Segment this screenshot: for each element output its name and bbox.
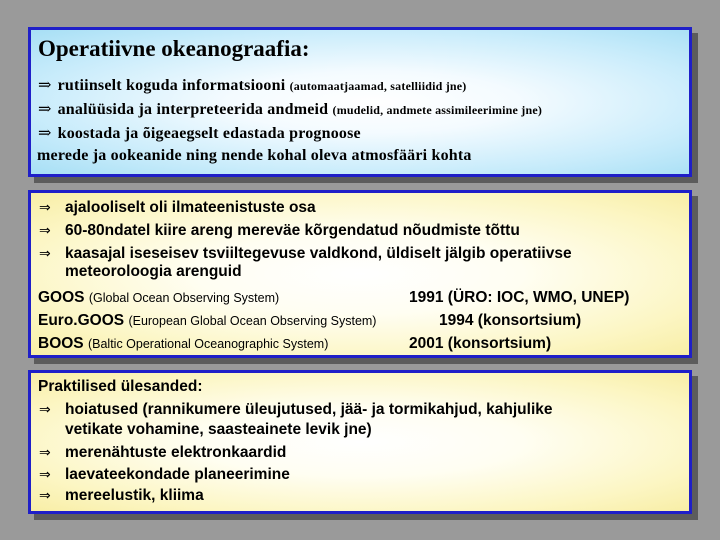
list-item	[39, 401, 553, 419]
summary-line: merede ja ookeanide ning nende kohal oleva atmosfääri kohta	[37, 147, 472, 164]
list-item	[39, 245, 572, 263]
item-text: koostada ja õigeaegselt edastada prognoose	[57, 125, 361, 142]
item-text: mereelustik, kliima	[65, 487, 204, 504]
item-note: (automaatjaamad, satelliidid jne)	[289, 79, 467, 93]
item-text: 60-80ndatel kiire areng mereväe kõrgendatud nõudmiste tõttu	[65, 222, 520, 239]
item-continuation: vetikate vohamine, saasteainete levik jne)	[65, 421, 372, 438]
implies-arrow-icon: ⇒	[39, 467, 51, 483]
system-row-eurogoos	[38, 312, 376, 330]
list-item	[39, 487, 204, 505]
system-detail: 1994 (konsortsium)	[439, 312, 582, 329]
item-text: analüüsida ja interpreteerida andmeid	[57, 101, 329, 118]
item-text: laevateekondade planeerimine	[65, 466, 290, 483]
item-note: (mudelid, andmete assimileerimine jne)	[332, 103, 543, 117]
list-item	[38, 123, 361, 143]
system-detail: 1991 (ÜRO: IOC, WMO, UNEP)	[409, 289, 630, 306]
system-name: GOOS	[38, 289, 85, 306]
implies-arrow-icon: ⇒	[39, 488, 51, 504]
item-continuation: meteoroloogia arenguid	[65, 263, 242, 280]
list-item	[38, 99, 542, 119]
system-name: Euro.GOOS	[38, 312, 125, 329]
implies-arrow-icon: ⇒	[38, 125, 52, 142]
list-item	[39, 222, 520, 240]
list-item	[39, 466, 290, 484]
item-text: hoiatused (rannikumere üleujutused, jää- ja tormikahjud, kahjulike	[65, 401, 553, 418]
system-full-name: (European Global Ocean Observing System)	[128, 314, 377, 328]
item-text: ajalooliselt oli ilmateenistuste osa	[65, 199, 316, 216]
implies-arrow-icon: ⇒	[39, 445, 51, 461]
list-item	[39, 444, 286, 462]
implies-arrow-icon: ⇒	[38, 101, 52, 118]
implies-arrow-icon: ⇒	[39, 223, 51, 239]
implies-arrow-icon: ⇒	[39, 246, 51, 262]
system-row-boos	[38, 335, 328, 353]
list-item	[39, 199, 316, 217]
system-full-name: (Global Ocean Observing System)	[88, 291, 280, 305]
history-panel	[28, 190, 692, 358]
panel-title: Operatiivne okeanograafia:	[38, 36, 310, 61]
item-text: rutiinselt koguda informatsiooni	[57, 77, 286, 94]
list-item	[38, 75, 467, 95]
system-detail: 2001 (konsortsium)	[409, 335, 552, 352]
implies-arrow-icon: ⇒	[39, 200, 51, 216]
panel-heading: Praktilised ülesanded:	[38, 378, 203, 395]
implies-arrow-icon: ⇒	[38, 77, 52, 94]
system-row-goos	[38, 289, 279, 307]
implies-arrow-icon: ⇒	[39, 402, 51, 418]
item-text: merenähtuste elektronkaardid	[65, 444, 287, 461]
system-name: BOOS	[38, 335, 84, 352]
intro-panel	[28, 27, 692, 177]
tasks-panel	[28, 370, 692, 514]
system-full-name: (Baltic Operational Oceanographic System)	[87, 337, 329, 351]
item-text: kaasajal iseseisev tsviiltegevuse valdkond, üldiselt jälgib operatiivse	[65, 245, 572, 262]
